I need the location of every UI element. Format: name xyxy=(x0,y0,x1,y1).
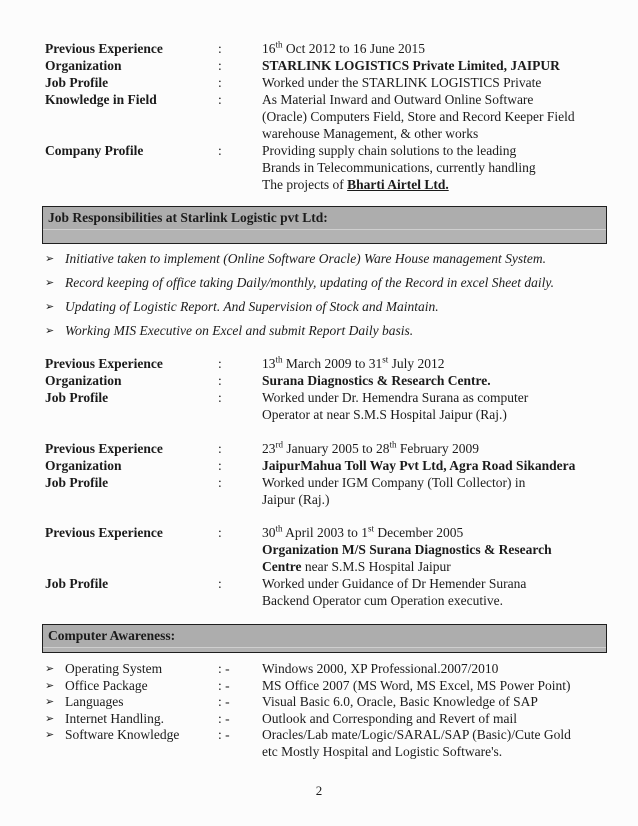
skill-label: Software Knowledge xyxy=(65,727,180,742)
field-row xyxy=(45,457,618,474)
field-colon: : xyxy=(218,458,222,473)
responsibilities-list xyxy=(45,250,618,346)
skill-label: Internet Handling. xyxy=(65,710,164,726)
list-item xyxy=(45,274,618,291)
field-value: Providing supply chain solutions to the leading Brands in Telecommunications, currently handling The projects of Bharti Airtel Ltd. xyxy=(262,143,536,192)
field-colon: : xyxy=(218,576,222,591)
list-item-text: Record keeping of office taking Daily/monthly, updating of the Record in excel Sheet daily. xyxy=(65,275,554,290)
experience-block-surana xyxy=(45,355,618,423)
field-colon: : xyxy=(218,41,222,56)
arrow-bullet-icon: ➢ xyxy=(45,300,55,313)
experience-block-starlink xyxy=(45,40,618,193)
skill-separator: : - xyxy=(218,710,230,726)
arrow-bullet-icon: ➢ xyxy=(45,252,55,265)
list-item xyxy=(45,298,618,315)
skill-label: Office Package xyxy=(65,677,148,693)
field-label: Job Profile xyxy=(45,475,109,490)
list-item-text: Updating of Logistic Report. And Supervision of Stock and Maintain. xyxy=(65,299,439,314)
field-label: Organization xyxy=(45,58,122,73)
list-item-text: Initiative taken to implement (Online Software Oracle) Ware House management System. xyxy=(65,251,547,266)
field-row xyxy=(45,142,618,193)
field-row xyxy=(45,524,618,575)
skill-value: Oracles/Lab mate/Logic/SARAL/SAP (Basic)/Cute Gold etc Mostly Hospital and Logistic Software's. xyxy=(262,727,571,759)
experience-block-surana-2003 xyxy=(45,524,618,609)
field-label: Organization xyxy=(45,458,122,473)
section-header-strip xyxy=(43,229,606,243)
field-colon: : xyxy=(218,58,222,73)
field-value: STARLINK LOGISTICS Private Limited, JAIPUR xyxy=(262,58,560,73)
field-label: Knowledge in Field xyxy=(45,92,157,107)
field-colon: : xyxy=(218,75,222,90)
field-value: 13th March 2009 to 31st July 2012 xyxy=(262,354,445,371)
page-number: 2 xyxy=(315,783,323,798)
arrow-bullet-icon: ➢ xyxy=(45,678,55,692)
field-value: 16th Oct 2012 to 16 June 2015 xyxy=(262,39,426,56)
field-colon: : xyxy=(218,373,222,388)
field-label: Job Profile xyxy=(45,75,109,90)
section-header-strip xyxy=(43,647,606,652)
field-label: Job Profile xyxy=(45,576,109,591)
section-header-computer-awareness xyxy=(42,624,607,653)
list-item xyxy=(45,250,618,267)
field-row xyxy=(45,389,618,423)
computer-awareness-row xyxy=(45,678,618,695)
arrow-bullet-icon: ➢ xyxy=(45,711,55,725)
field-colon: : xyxy=(218,525,222,540)
skill-separator: : - xyxy=(218,727,230,742)
arrow-bullet-icon: ➢ xyxy=(45,695,55,708)
computer-awareness-row xyxy=(45,727,618,760)
arrow-bullet-icon: ➢ xyxy=(45,324,55,337)
field-value: Worked under the STARLINK LOGISTICS Private xyxy=(262,75,542,90)
field-label: Organization xyxy=(45,373,122,388)
section-header-title: Computer Awareness: xyxy=(48,628,176,643)
skill-value: Visual Basic 6.0, Oracle, Basic Knowledge of SAP xyxy=(262,694,538,709)
field-value: Worked under Dr. Hemendra Surana as computer Operator at near S.M.S Hospital Jaipur (Raj.) xyxy=(262,390,529,422)
skill-label: Operating System xyxy=(65,661,163,676)
field-value: 23rd January 2005 to 28th February 2009 xyxy=(262,439,479,456)
arrow-bullet-icon: ➢ xyxy=(45,276,55,289)
field-row xyxy=(45,474,618,508)
field-value: Worked under IGM Company (Toll Collector) in Jaipur (Raj.) xyxy=(262,475,526,507)
field-colon: : xyxy=(218,143,222,158)
computer-awareness-list xyxy=(45,661,618,760)
field-row xyxy=(45,355,618,372)
list-item xyxy=(45,322,618,339)
field-row xyxy=(45,74,618,91)
skill-value: Windows 2000, XP Professional.2007/2010 xyxy=(262,661,499,676)
field-colon: : xyxy=(218,356,222,371)
computer-awareness-row xyxy=(45,661,618,678)
section-header-job-responsibilities xyxy=(42,206,607,244)
arrow-bullet-icon: ➢ xyxy=(45,728,55,741)
skill-separator: : - xyxy=(218,694,230,709)
computer-awareness-row xyxy=(45,711,618,728)
field-label: Company Profile xyxy=(45,143,144,158)
section-header-title: Job Responsibilities at Starlink Logistic pvt Ltd: xyxy=(48,210,328,225)
field-colon: : xyxy=(218,475,222,490)
field-label: Previous Experience xyxy=(45,356,163,371)
field-label: Job Profile xyxy=(45,390,109,405)
field-colon: : xyxy=(218,92,222,107)
field-row xyxy=(45,57,618,74)
field-value: 30th April 2003 to 1st December 2005 Organization M/S Surana Diagnostics & Research Centre near S.M.S Hospital Jaipur xyxy=(262,523,552,574)
skill-value: Outlook and Corresponding and Revert of mail xyxy=(262,710,517,726)
field-row xyxy=(45,91,618,142)
list-item-text: Working MIS Executive on Excel and submit Report Daily basis. xyxy=(65,323,414,338)
field-row xyxy=(45,40,618,57)
field-label: Previous Experience xyxy=(45,441,163,456)
field-colon: : xyxy=(218,390,222,405)
skill-label: Languages xyxy=(65,694,124,709)
computer-awareness-row xyxy=(45,694,618,711)
skill-separator: : - xyxy=(218,677,230,693)
field-row xyxy=(45,440,618,457)
field-label: Previous Experience xyxy=(45,41,163,56)
field-value: As Material Inward and Outward Online Software (Oracle) Computers Field, Store and Record Keeper Field warehouse Management, & other works xyxy=(262,92,575,141)
field-value: Surana Diagnostics & Research Centre. xyxy=(262,373,491,388)
arrow-bullet-icon: ➢ xyxy=(45,662,55,675)
skill-value: MS Office 2007 (MS Word, MS Excel, MS Power Point) xyxy=(262,677,571,693)
experience-block-jaipurmahua xyxy=(45,440,618,508)
skill-separator: : - xyxy=(218,661,230,676)
field-row xyxy=(45,575,618,609)
field-value: JaipurMahua Toll Way Pvt Ltd, Agra Road Sikandera xyxy=(262,458,576,473)
field-value: Worked under Guidance of Dr Hemender Surana Backend Operator cum Operation executive. xyxy=(262,576,527,608)
field-label: Previous Experience xyxy=(45,525,163,540)
field-colon: : xyxy=(218,441,222,456)
field-row xyxy=(45,372,618,389)
